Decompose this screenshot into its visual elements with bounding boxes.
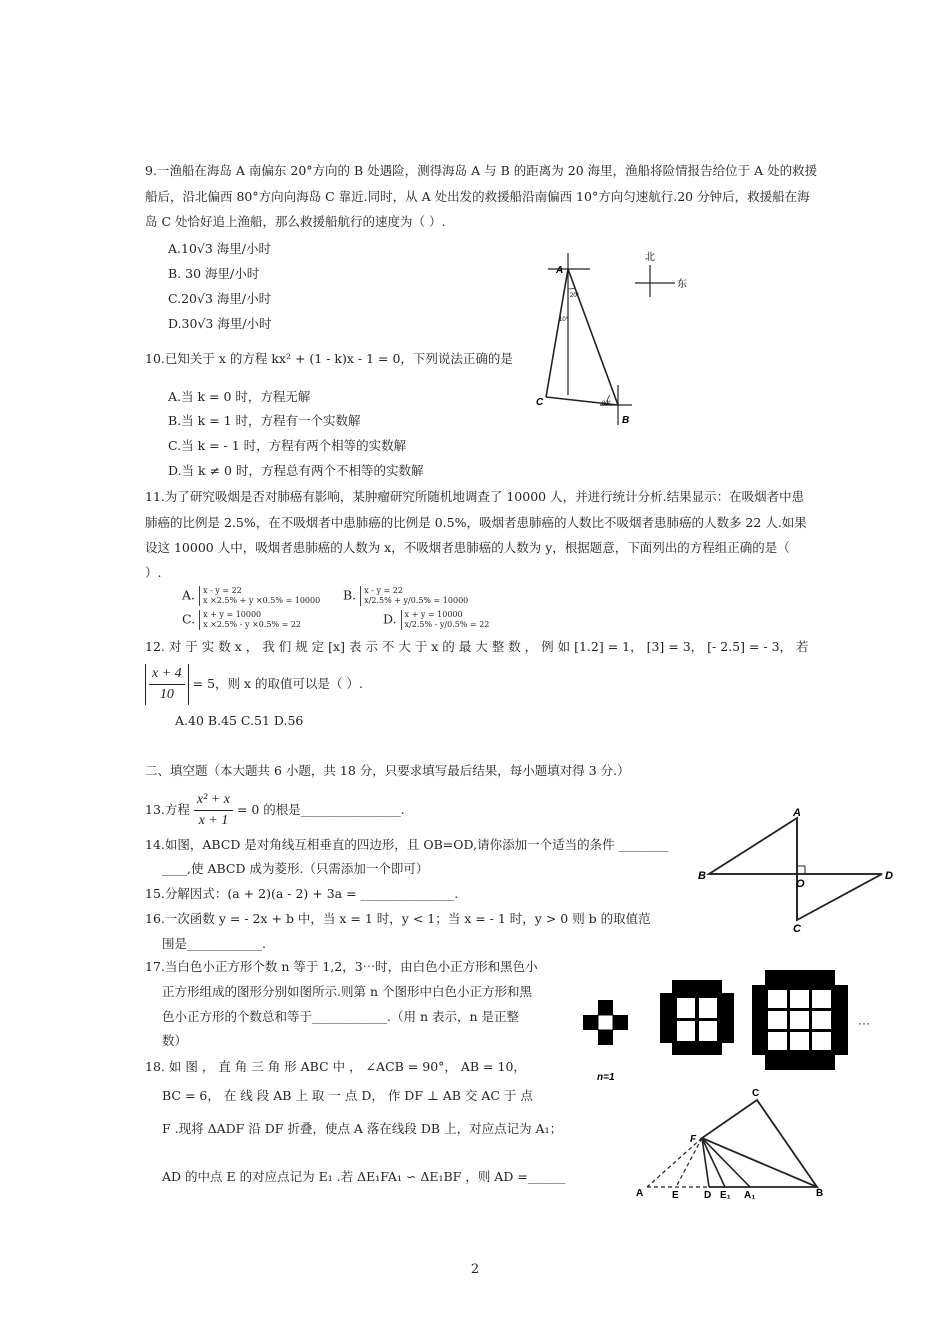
- q17-square-pattern-figure: [575, 965, 885, 1085]
- fig9-label-c: C: [536, 397, 544, 408]
- pattern-n2: [660, 980, 734, 1055]
- fig18-label-e: E: [672, 1190, 679, 1201]
- q16-line1: 16.一次函数 y = - 2x + b 中，当 x = 1 时，y < 1；当 x = - 1 时，y > 0 则 b 的取值范: [145, 911, 651, 926]
- q9-navigation-figure: [530, 245, 700, 430]
- q17-line3: 色小正方形的个数总和等于____________.（用 n 表示，n 是正整: [162, 1009, 519, 1024]
- q11-option-d: D. x + y = 10000 x/2.5% - y/0.5% = 22: [383, 610, 490, 629]
- q9-line1: 9.一渔船在海岛 A 南偏东 20°方向的 B 处遇险，测得海岛 A 与 B 的距离为 20 海里，渔船将险情报告给位于 A 处的救援: [145, 163, 818, 178]
- q12-line2: = 5，则 x 的取值可以是（ ）.: [192, 676, 363, 691]
- q12-line2-wrap: $\frac{x + 4}{10}$ = 5，则 x 的取值可以是（ ）.: [145, 664, 363, 705]
- q17-line1: 17.当白色小正方形个数 n 等于 1,2，3⋯时，由白色小正方形和黑色小: [145, 959, 538, 974]
- q16-line2: 围是____________.: [162, 936, 266, 951]
- q11-line4: ）.: [145, 565, 162, 580]
- q18-line4: AD 的中点 E 的对应点记为 E₁ .若 ΔE₁FA₁ ∽ ΔE₁BF ，则 AD =______: [162, 1169, 566, 1184]
- q17-line2: 正方形组成的图形分别如图所示.则第 n 个图形中白色小正方形和黑: [162, 984, 532, 999]
- fig18-label-a: A: [636, 1188, 644, 1199]
- q18-triangle-figure: [632, 1080, 842, 1205]
- q9-option-d: D.30√3 海里/小时: [168, 316, 272, 331]
- fig9-north: 北: [645, 252, 655, 263]
- q18-line1: 18. 如 图 ， 直 角 三 角 形 ABC 中 ， ∠ACB = 90°， AB = 10，: [145, 1059, 526, 1074]
- pattern-n3: [752, 970, 848, 1070]
- q9-option-a: A.10√3 海里/小时: [168, 241, 272, 256]
- q14-line2: ____,使 ABCD 成为菱形.（只需添加一个即可）: [162, 861, 429, 876]
- q12-options: A.40 B.45 C.51 D.56: [175, 713, 304, 728]
- q11-line2: 肺癌的比例是 2.5%，在不吸烟者中患肺癌的比例是 0.5%，吸烟者患肺癌的人数比不吸烟者患肺癌的人数多 22 人.如果: [145, 515, 807, 530]
- pattern-label: n=1: [597, 1072, 615, 1083]
- fig9-angle-10: 10°: [559, 317, 569, 323]
- fig9-east: 东: [677, 279, 687, 290]
- fig18-label-a1: A₁: [744, 1190, 756, 1201]
- q14-quadrilateral-figure: [692, 808, 902, 938]
- fig9-label-a: A: [556, 265, 564, 276]
- q17-line4: 数）: [162, 1033, 188, 1048]
- q10-option-b: B.当 k = 1 时，方程有一个实数解: [168, 413, 361, 428]
- q14-line1: 14.如图，ABCD 是对角线互相垂直的四边形，且 OB=OD,请你添加一个适当的条件 ________: [145, 837, 669, 852]
- q10-option-d: D.当 k ≠ 0 时，方程总有两个不相等的实数解: [168, 463, 424, 478]
- q10-option-a: A.当 k = 0 时，方程无解: [168, 389, 311, 404]
- fig9-label-b: B: [622, 415, 630, 426]
- q9-option-c: C.20√3 海里/小时: [168, 291, 272, 306]
- q11-line3: 设这 10000 人中，吸烟者患肺癌的人数为 x，不吸烟者患肺癌的人数为 y，根据题意，下面列出的方程组正确的是（: [145, 540, 790, 555]
- q11-option-c: C. x + y = 10000 x ×2.5% - y ×0.5% = 22: [182, 610, 302, 629]
- page-number: 2: [470, 1262, 480, 1277]
- fig14-label-c: C: [793, 923, 801, 935]
- fig14-label-b: B: [698, 870, 706, 882]
- section-2-heading: 二、填空题（本大题共 6 小题，共 18 分，只要求填写最后结果，每小题填对得 3 分.）: [145, 763, 630, 778]
- q11-option-a: A. x - y = 22 x ×2.5% + y ×0.5% = 10000: [182, 586, 321, 605]
- q9-option-b: B. 30 海里/小时: [168, 266, 260, 281]
- fig18-label-c: C: [752, 1088, 760, 1099]
- q15: 15.分解因式：(a + 2)(a - 2) + 3a = _______________.: [145, 886, 459, 901]
- fig18-label-f: F: [690, 1134, 697, 1145]
- q18-line2: BC = 6， 在 线 段 AB 上 取 一 点 D， 作 DF ⊥ AB 交 AC 于 点: [162, 1088, 533, 1103]
- pattern-ellipsis: ···: [858, 1016, 870, 1030]
- q10-option-c: C.当 k = - 1 时，方程有两个相等的实数解: [168, 438, 407, 453]
- pattern-n1: [583, 1000, 628, 1045]
- q11-option-b: B. x - y = 22 x/2.5% + y/0.5% = 10000: [343, 586, 469, 605]
- q11-line1: 11.为了研究吸烟是否对肺癌有影响，某肿瘤研究所随机地调查了 10000 人，并进行统计分析.结果显示：在吸烟者中患: [145, 489, 805, 504]
- fig9-angle-20: 20°: [570, 293, 580, 299]
- q12-line1: 12. 对 于 实 数 x ， 我 们 规 定 [x] 表 示 不 大 于 x 的 最 大 整 数 ， 例 如 [1.2] = 1， [3] = 3， [- 2.5] = - 3， 若: [145, 639, 809, 654]
- q9-line2: 船后，沿北偏西 80°方向向海岛 C 靠近.同时，从 A 处出发的救援船沿南偏西 10°方向匀速航行.20 分钟后，救援船在海: [145, 189, 810, 204]
- fig14-label-o: O: [796, 878, 805, 890]
- q10-stem: 10.已知关于 x 的方程 kx² + (1 - k)x - 1 = 0，下列说法正确的是: [145, 351, 513, 366]
- q13-wrap: 13.方程 $\frac{\text{x² + x}}{x + 1}$ = 0 的根是________________.: [145, 792, 405, 828]
- fig14-label-a: A: [793, 808, 801, 819]
- fig18-label-b: B: [816, 1188, 824, 1199]
- fig14-label-d: D: [885, 870, 893, 882]
- q18-line3: F .现将 ΔADF 沿 DF 折叠，使点 A 落在线段 DB 上，对应点记为 A₁；: [162, 1121, 563, 1136]
- fig18-label-e1: E₁: [720, 1190, 731, 1201]
- q9-line3: 岛 C 处恰好追上渔船，那么救援船航行的速度为（ ）.: [145, 214, 446, 229]
- fig18-label-d: D: [704, 1190, 712, 1201]
- fig9-angle-80: 80°: [602, 401, 612, 407]
